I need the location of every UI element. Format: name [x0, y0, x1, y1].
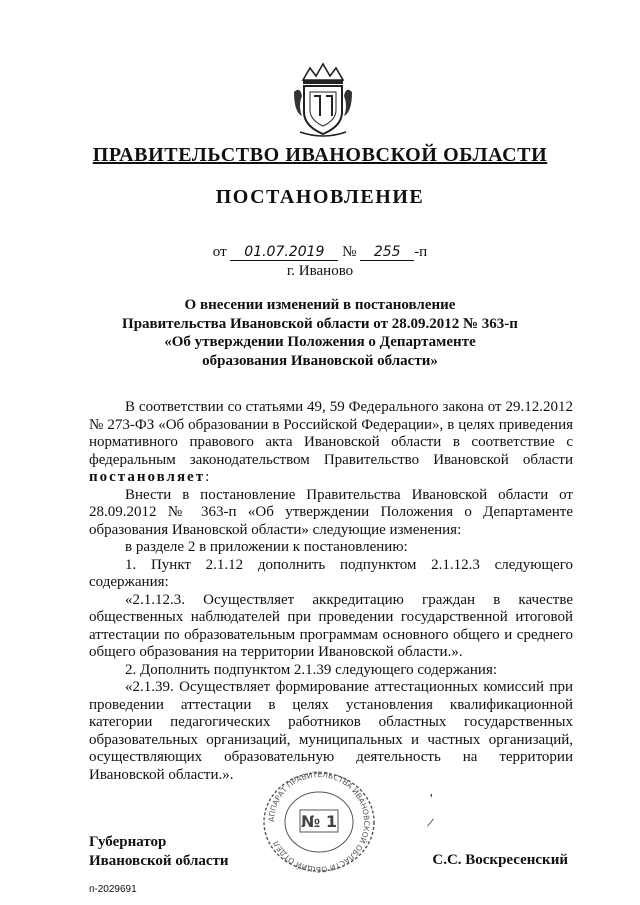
signature-mark: '	[430, 792, 433, 807]
date-prefix: от	[212, 244, 227, 260]
document-subject	[110, 296, 530, 370]
document-type: ПОСТАНОВЛЕНИЕ	[215, 186, 425, 208]
subject-line: образования Ивановской области»	[202, 352, 438, 369]
coat-of-arms-icon	[290, 62, 356, 140]
official-stamp	[260, 770, 378, 875]
paragraph-punct: :	[205, 469, 210, 485]
paragraph-text: В соответствии со статьями 49, 59 Федерального закона от 29.12.2012 № 273-ФЗ «Об образовании в Российской Федерации», в целях приведения нормативного правового акта Ивановской области в соответствие с федеральным законодательством Правительство Ивановской области	[89, 399, 573, 468]
date-number-line	[0, 244, 640, 261]
body-paragraph: Внести в постановление Правительства Ивановской области от 28.09.2012 № 363-п «Об утверждении Положения о Департаменте образования Ивановской области» следующие изменения:	[89, 486, 573, 538]
stamp-ring-text: АППАРАТ ПРАВИТЕЛЬСТВА ИВАНОВСКОЙ ОБЛАСТИ ОБЩИЙ ОТДЕЛ	[266, 770, 372, 875]
registration-number: п-2029691	[89, 884, 137, 895]
number-suffix: -п	[414, 244, 428, 260]
resolves-word: постановляет	[89, 469, 206, 485]
signature-mark: /	[425, 815, 435, 832]
number-prefix: №	[342, 244, 357, 260]
post-line: Губернатор	[89, 834, 167, 850]
body-paragraph	[89, 399, 573, 487]
body-paragraph: в разделе 2 в приложении к постановлению:	[125, 539, 408, 555]
post-line: Ивановской области	[89, 853, 229, 869]
body-paragraph: 2. Дополнить подпунктом 2.1.39 следующего содержания:	[125, 661, 498, 678]
subject-line: О внесении изменений в постановление	[184, 297, 456, 313]
document-body	[89, 399, 573, 784]
signatory-post	[89, 833, 229, 871]
city: г. Иваново	[286, 263, 354, 279]
body-paragraph: 1. Пункт 2.1.12 дополнить подпунктом 2.1.12.3 следующего содержания:	[89, 556, 573, 590]
stamp-center: № 1	[301, 812, 337, 831]
subject-line: «Об утверждении Положения о Департаменте	[164, 334, 476, 350]
government-title: ПРАВИТЕЛЬСТВО ИВАНОВСКОЙ ОБЛАСТИ	[92, 144, 548, 166]
signatory-name: С.С. Воскресенский	[432, 852, 568, 868]
body-paragraph: «2.1.12.3. Осуществляет аккредитацию граждан в качестве общественных наблюдателей при проведении государственной итоговой аттестации по образовательным программам основного общего и среднего общего образования на территории Ивановской области.».	[89, 591, 573, 660]
subject-line: Правительства Ивановской области от 28.09.2012 № 363-п	[122, 315, 518, 332]
body-paragraph: «2.1.39. Осуществляет формирование аттестационных комиссий при проведении аттестации в целях установления квалификационной категории педагогических работников областных государственных образовательных организаций, муниципальных и частных организаций, осуществляющих образовательную деятельность на территории Ивановской области.».	[89, 679, 573, 783]
document-number: 255	[360, 244, 414, 261]
document-date: 01.07.2019	[230, 244, 338, 261]
